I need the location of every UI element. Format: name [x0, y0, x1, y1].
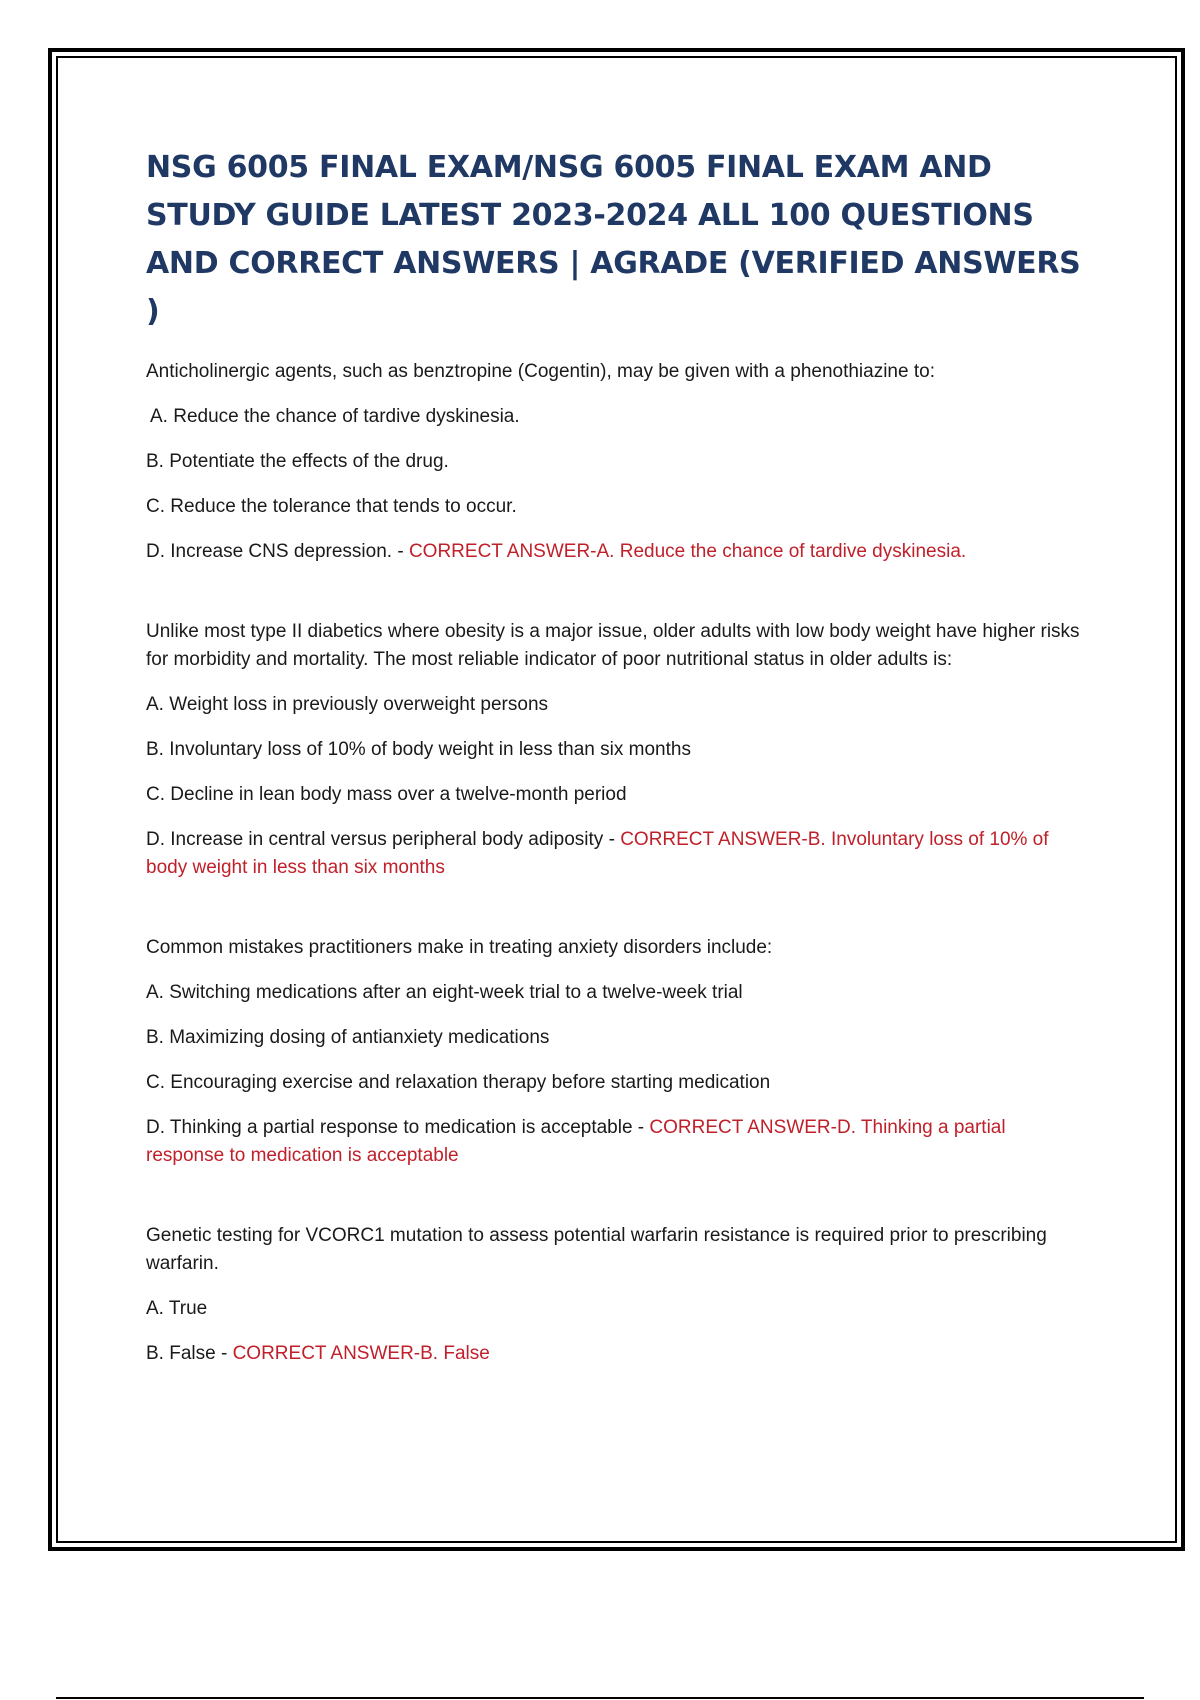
option-c: C. Decline in lean body mass over a twelve-month period	[146, 784, 627, 805]
question-text: Genetic testing for VCORC1 mutation to assess potential warfarin resistance is required prior to prescribing warfarin.	[146, 1225, 1047, 1274]
option-d-text: D. Increase in central versus peripheral body adiposity -	[146, 829, 621, 850]
correct-answer: CORRECT ANSWER-B. False	[232, 1343, 490, 1364]
option-d	[146, 1114, 1086, 1170]
question-3	[146, 934, 1086, 1170]
document-body	[146, 144, 1086, 1420]
option-a: A. Weight loss in previously overweight persons	[146, 694, 549, 715]
option-d	[146, 826, 1086, 882]
option-d-text: D. Thinking a partial response to medication is acceptable -	[146, 1117, 650, 1138]
question-2	[146, 618, 1086, 882]
footer-divider	[56, 1697, 1144, 1699]
option-d-text: D. Increase CNS depression. -	[146, 541, 409, 562]
option-c: C. Reduce the tolerance that tends to occur.	[146, 496, 517, 517]
correct-answer: CORRECT ANSWER-B. Involuntary loss of 10% of body weight in less than six months	[146, 829, 1049, 878]
option-b	[146, 1340, 1086, 1368]
question-text: Common mistakes practitioners make in treating anxiety disorders include:	[146, 937, 773, 958]
option-b: B. Involuntary loss of 10% of body weight in less than six months	[146, 739, 691, 760]
correct-answer: CORRECT ANSWER-D. Thinking a partial response to medication is acceptable	[146, 1117, 1006, 1166]
option-d	[146, 538, 1086, 566]
question-1	[146, 358, 1086, 566]
option-b: B. Maximizing dosing of antianxiety medications	[146, 1027, 550, 1048]
option-a: A. Switching medications after an eight-week trial to a twelve-week trial	[146, 982, 743, 1003]
question-text: Anticholinergic agents, such as benztropine (Cogentin), may be given with a phenothiazine to:	[146, 361, 935, 382]
option-c: C. Encouraging exercise and relaxation therapy before starting medication	[146, 1072, 771, 1093]
option-b-text: B. False -	[146, 1343, 233, 1364]
document-title: NSG 6005 FINAL EXAM/NSG 6005 FINAL EXAM AND STUDY GUIDE LATEST 2023-2024 ALL 100 QUESTIONS AND CORRECT ANSWERS | AGRADE (VERIFIED ANSWERS )	[146, 150, 1081, 329]
question-text: Unlike most type II diabetics where obesity is a major issue, older adults with low body weight have higher risks for morbidity and mortality. The most reliable indicator of poor nutritional status in older adults is:	[146, 621, 1080, 670]
question-4	[146, 1222, 1086, 1368]
correct-answer: CORRECT ANSWER-A. Reduce the chance of tardive dyskinesia.	[408, 541, 967, 562]
option-a: A. Reduce the chance of tardive dyskinesia.	[150, 406, 520, 427]
option-b: B. Potentiate the effects of the drug.	[146, 451, 449, 472]
option-a: A. True	[146, 1298, 208, 1319]
